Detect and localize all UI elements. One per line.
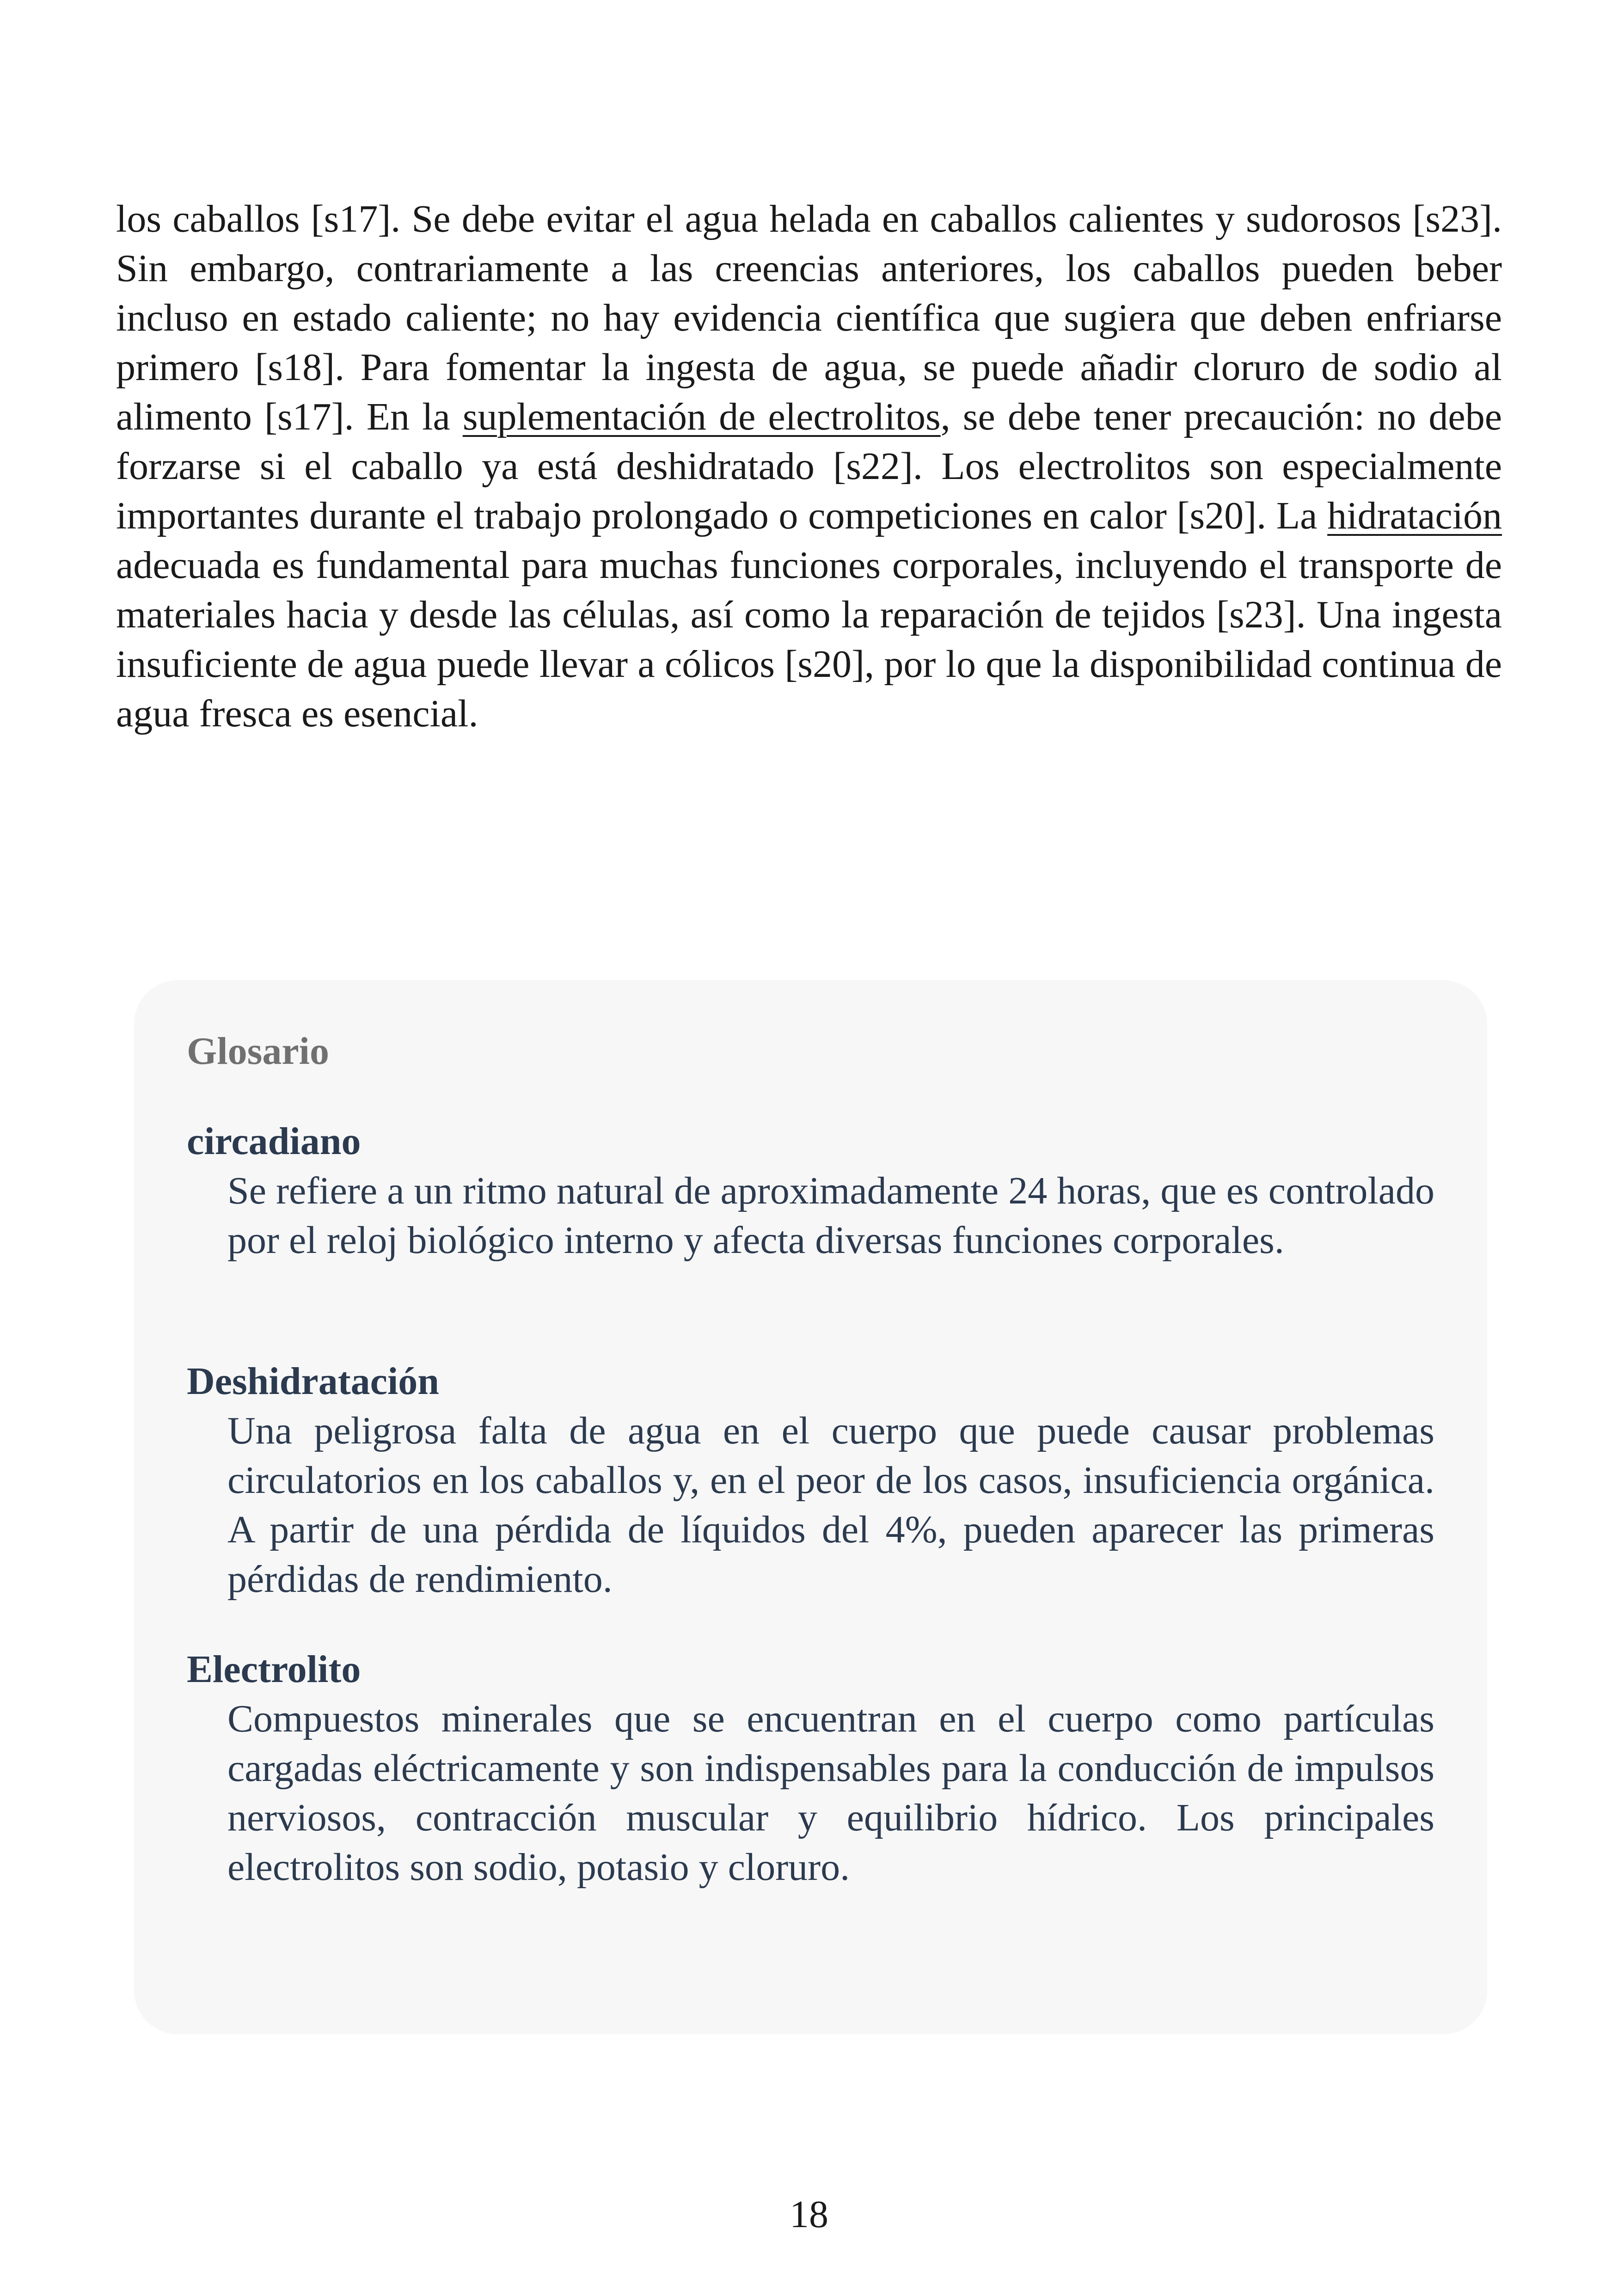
paragraph-text: adecuada es fundamental para muchas funciones corporales, incluyendo el transporte de materiales hacia y desde las células, así como la reparación de tejidos [s23]. Una ingesta insuficiente de agua puede llevar a cólicos [s20], por lo que la disponibilidad continua de agua fresca es esencial. [116, 544, 1502, 735]
glossary-term: Deshidratación [187, 1360, 439, 1403]
glossary-term: circadiano [187, 1120, 361, 1163]
glossary-definition: Se refiere a un ritmo natural de aproximadamente 24 horas, que es controlado por el reloj biológico interno y afecta diversas funciones corporales. [227, 1169, 1434, 1262]
glossary-box [134, 980, 1487, 2034]
page-number: 18 [790, 2193, 828, 2236]
electrolyte-supplementation-link[interactable]: suplementación de electrolitos [462, 395, 941, 438]
glossary-term: Electrolito [187, 1648, 361, 1691]
glossary-entry-electrolito [187, 1645, 1434, 1892]
glossary-entry-circadiano [187, 1117, 1434, 1265]
paragraph-text: los caballos [s17]. Se debe evitar el agua helada en caballos calientes y sudorosos [s23]. Sin embargo, contrariamente a las creencias anteriores, los caballos pueden beber incluso en estado caliente; no hay evidencia científica que sugiera que deben enfriarse primero [s18]. Para fomentar la ingesta de agua, se puede añadir cloruro de sodio al alimento [s17]. En la [116, 197, 1502, 438]
paragraph-text: , se debe tener precaución: no debe forzarse si el caballo ya está deshidratado [s22]. Los electrolitos son especialmente importantes durante el trabajo prolongado o competiciones en calor [s20]. La [116, 395, 1502, 537]
glossary-title: Glosario [187, 1030, 329, 1073]
hydration-link[interactable]: hidratación [1327, 494, 1502, 537]
glossary-entry-deshidratacion [187, 1357, 1434, 1604]
glossary-definition: Compuestos minerales que se encuentran en el cuerpo como partículas cargadas eléctricamente y son indispensables para la conducción de impulsos nerviosos, contracción muscular y equilibrio hídrico. Los principales electrolitos son sodio, potasio y cloruro. [227, 1697, 1434, 1889]
body-paragraph [116, 194, 1502, 738]
glossary-definition: Una peligrosa falta de agua en el cuerpo que puede causar problemas circulatorios en los caballos y, en el peor de los casos, insuficiencia orgánica. A partir de una pérdida de líquidos del 4%, pueden aparecer las primeras pérdidas de rendimiento. [227, 1409, 1434, 1601]
